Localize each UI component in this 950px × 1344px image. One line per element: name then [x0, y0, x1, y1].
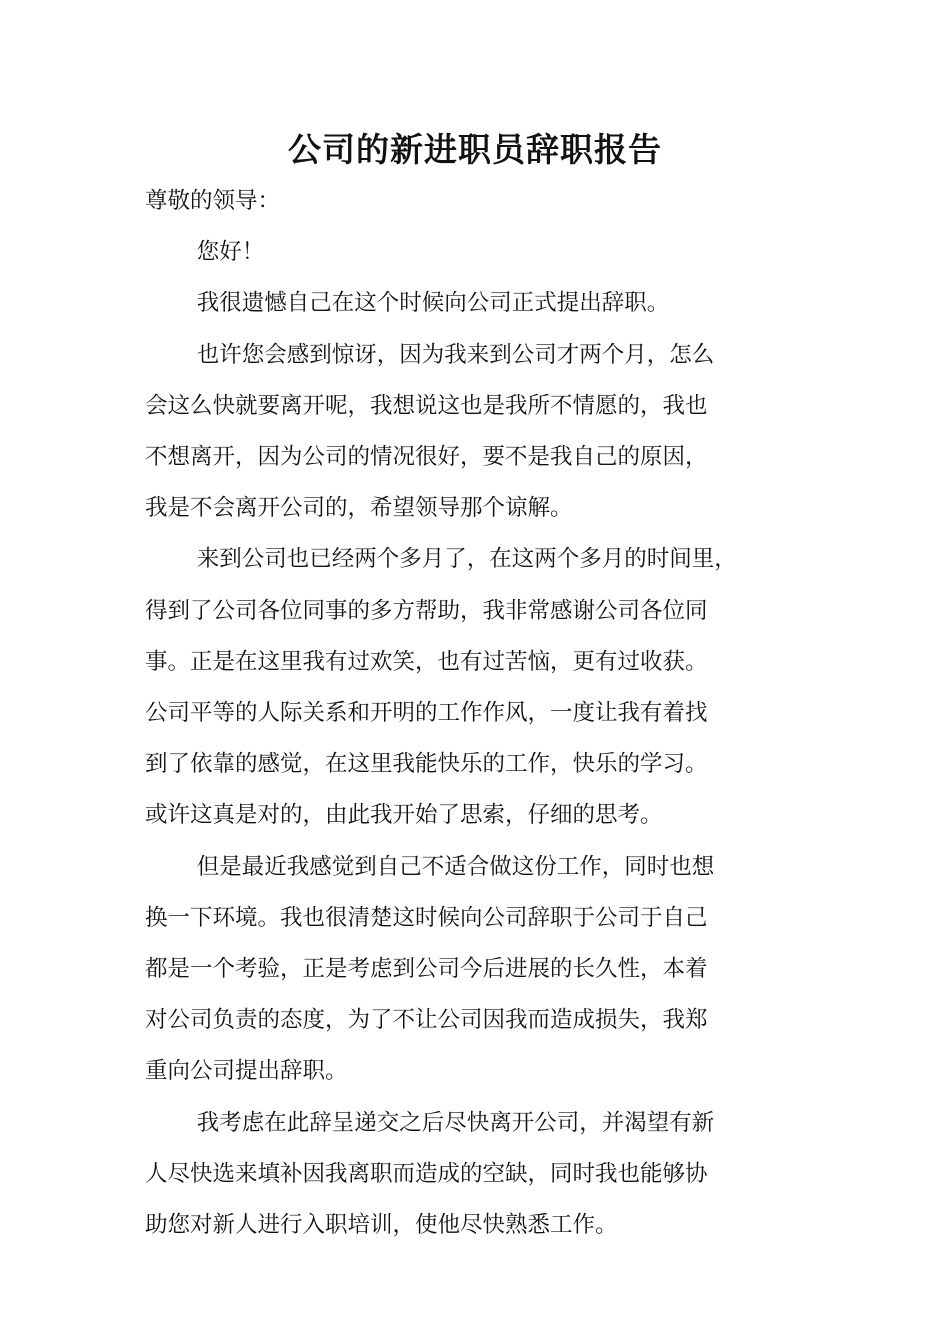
- paragraph: 我很遗憾自己在这个时候向公司正式提出辞职。: [196, 290, 670, 317]
- salutation: 尊敬的领导：: [145, 188, 281, 214]
- document-body: [145, 176, 810, 1251]
- paragraph: 我考虑在此辞呈递交之后尽快离开公司，并渴望有新 人尽快选来填补因我离职而造成的空缺，同时我也能够协 助您对新人进行入职培训，使他尽快熟悉工作。: [145, 1109, 715, 1239]
- document-title: 公司的新进职员辞职报告: [288, 130, 662, 169]
- paragraph: 来到公司也已经两个多月了，在这两个多月的时间里， 得到了公司各位同事的多方帮助，我非常感谢公司各位同 事。正是在这里我有过欢笑，也有过苦恼，更有过收获。 公司平等的人际关系和开明的工作作风，一度让我有着找 到了依靠的感觉，在这里我能快乐的工作，快乐的学习。 或许这真是对的，由此我开始了思索，仔细的思考。: [145, 546, 737, 829]
- paragraph: 也许您会感到惊讶，因为我来到公司才两个月，怎么 会这么快就要离开呢，我想说这也是我所不情愿的，我也 不想离开，因为公司的情况很好，要不是我自己的原因， 我是不会离开公司的，希望领导那个谅解。: [145, 341, 715, 522]
- greeting: 您好！: [196, 239, 265, 266]
- paragraph: 但是最近我感觉到自己不适合做这份工作，同时也想 换一下环境。我也很清楚这时候向公司辞职于公司于自己 都是一个考验，正是考虑到公司今后进展的长久性，本着 对公司负责的态度，为了不让公司因我而造成损失，我郑 重向公司提出辞职。: [145, 853, 715, 1085]
